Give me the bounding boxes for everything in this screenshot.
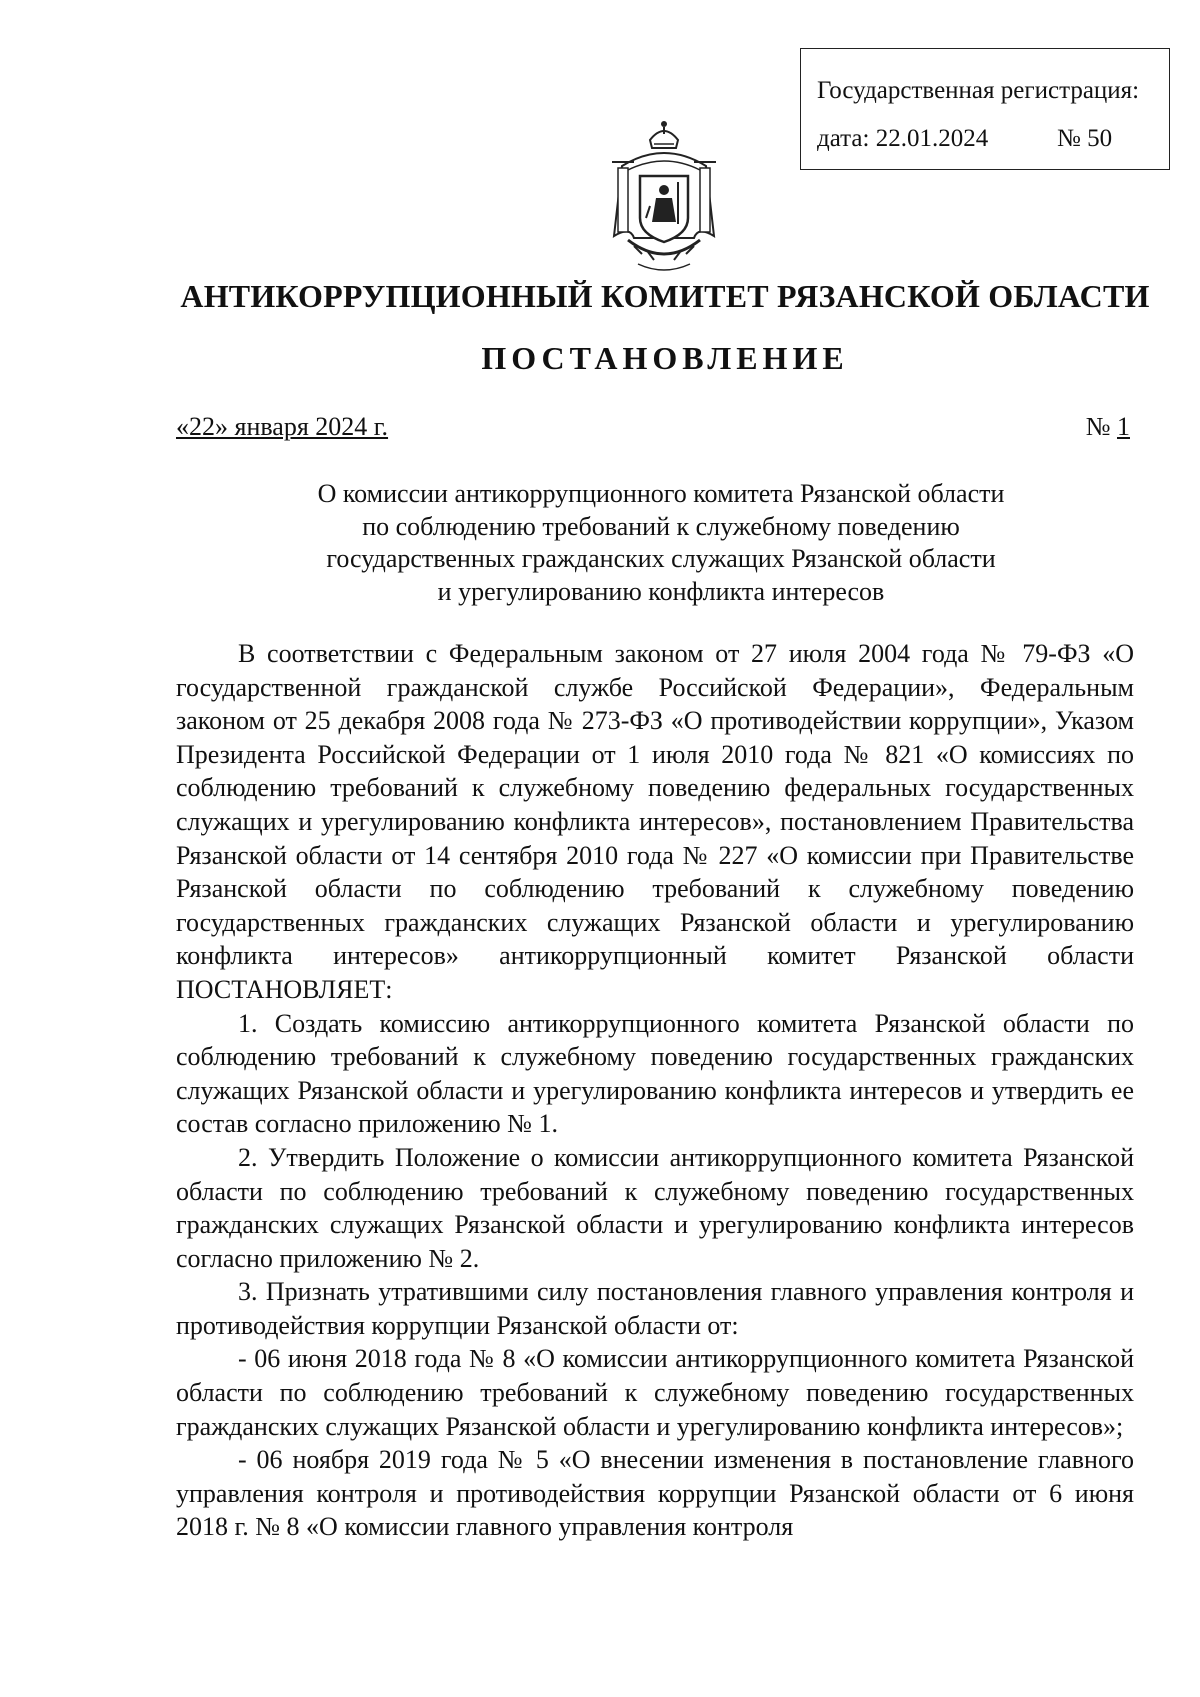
body-paragraph-item-3: 3. Признать утратившими силу постановления главного управления контроля и противодействия коррупции Рязанской области от: [176,1277,1134,1340]
document-subject [176,478,1146,608]
document-date: «22» января 2024 г. [176,412,389,441]
registration-date: дата: 22.01.2024 [817,125,989,152]
organization-title: АНТИКОРРУПЦИОННЫЙ КОМИТЕТ РЯЗАНСКОЙ ОБЛАСТИ [180,278,1150,314]
body-paragraph-item-2: 2. Утвердить Положение о комиссии антикоррупционного комитета Рязанской области по соблюдению требований к служебному поведению государственных гражданских служащих Рязанской области и урегулированию конфликта интересов согласно приложению № 2. [176,1142,1134,1273]
subject-line: и урегулированию конфликта интересов [437,576,885,606]
subject-line: О комиссии антикоррупционного комитета Рязанской области [317,479,1005,508]
body-paragraph-item-1: 1. Создать комиссию антикоррупционного комитета Рязанской области по соблюдению требований к служебному поведению государственных гражданских служащих Рязанской области и урегулированию конфликта интересов и утвердить ее состав согласно приложению № 1. [176,1008,1134,1139]
body-paragraph-subitem-1: - 06 июня 2018 года № 8 «О комиссии антикоррупционного комитета Рязанской области по соблюдению требований к служебному поведению государственных гражданских служащих Рязанской области и урегулированию конфликта интересов»; [176,1344,1134,1441]
registration-stamp [800,48,1170,170]
document-number-prefix: № [1085,412,1117,441]
body-paragraph-subitem-2: - 06 ноября 2019 года № 5 «О внесении изменения в постановление главного управления контроля и противодействия коррупции Рязанской области от 6 июня 2018 г. № 8 «О комиссии главного управления контроля [176,1445,1134,1542]
document-body [176,637,1134,1544]
subject-line: государственных гражданских служащих Рязанской области [326,544,996,573]
document-type: ПОСТАНОВЛЕНИЕ [481,340,849,376]
registration-details [817,115,1169,163]
registration-number: № 50 [1057,125,1113,152]
registration-title: Государственная регистрация: [817,77,1140,104]
document-number [1086,412,1130,442]
body-paragraph-preamble: В соответствии с Федеральным законом от 27 июля 2004 года № 79-ФЗ «О государственной гражданской службе Российской Федерации», Федеральным законом от 25 декабря 2008 года № 273-ФЗ «О противодействии коррупции», Указом Президента Российской Федерации от 1 июля 2010 года № 821 «О комиссиях по соблюдению требований к служебному поведению федеральных государственных служащих и урегулированию конфликта интересов», постановлением Правительства Рязанской области от 14 сентября 2010 года № 227 «О комиссии при Правительстве Рязанской области по соблюдению требований к служебному поведению государственных гражданских служащих Рязанской области и урегулированию конфликта интересов» антикоррупционный комитет Рязанской области ПОСТАНОВЛЯЕТ: [176,639,1134,1004]
document-number-value: 1 [1117,412,1130,441]
subject-line: по соблюдению требований к служебному поведению [362,511,960,541]
coat-of-arms-icon [598,118,730,276]
